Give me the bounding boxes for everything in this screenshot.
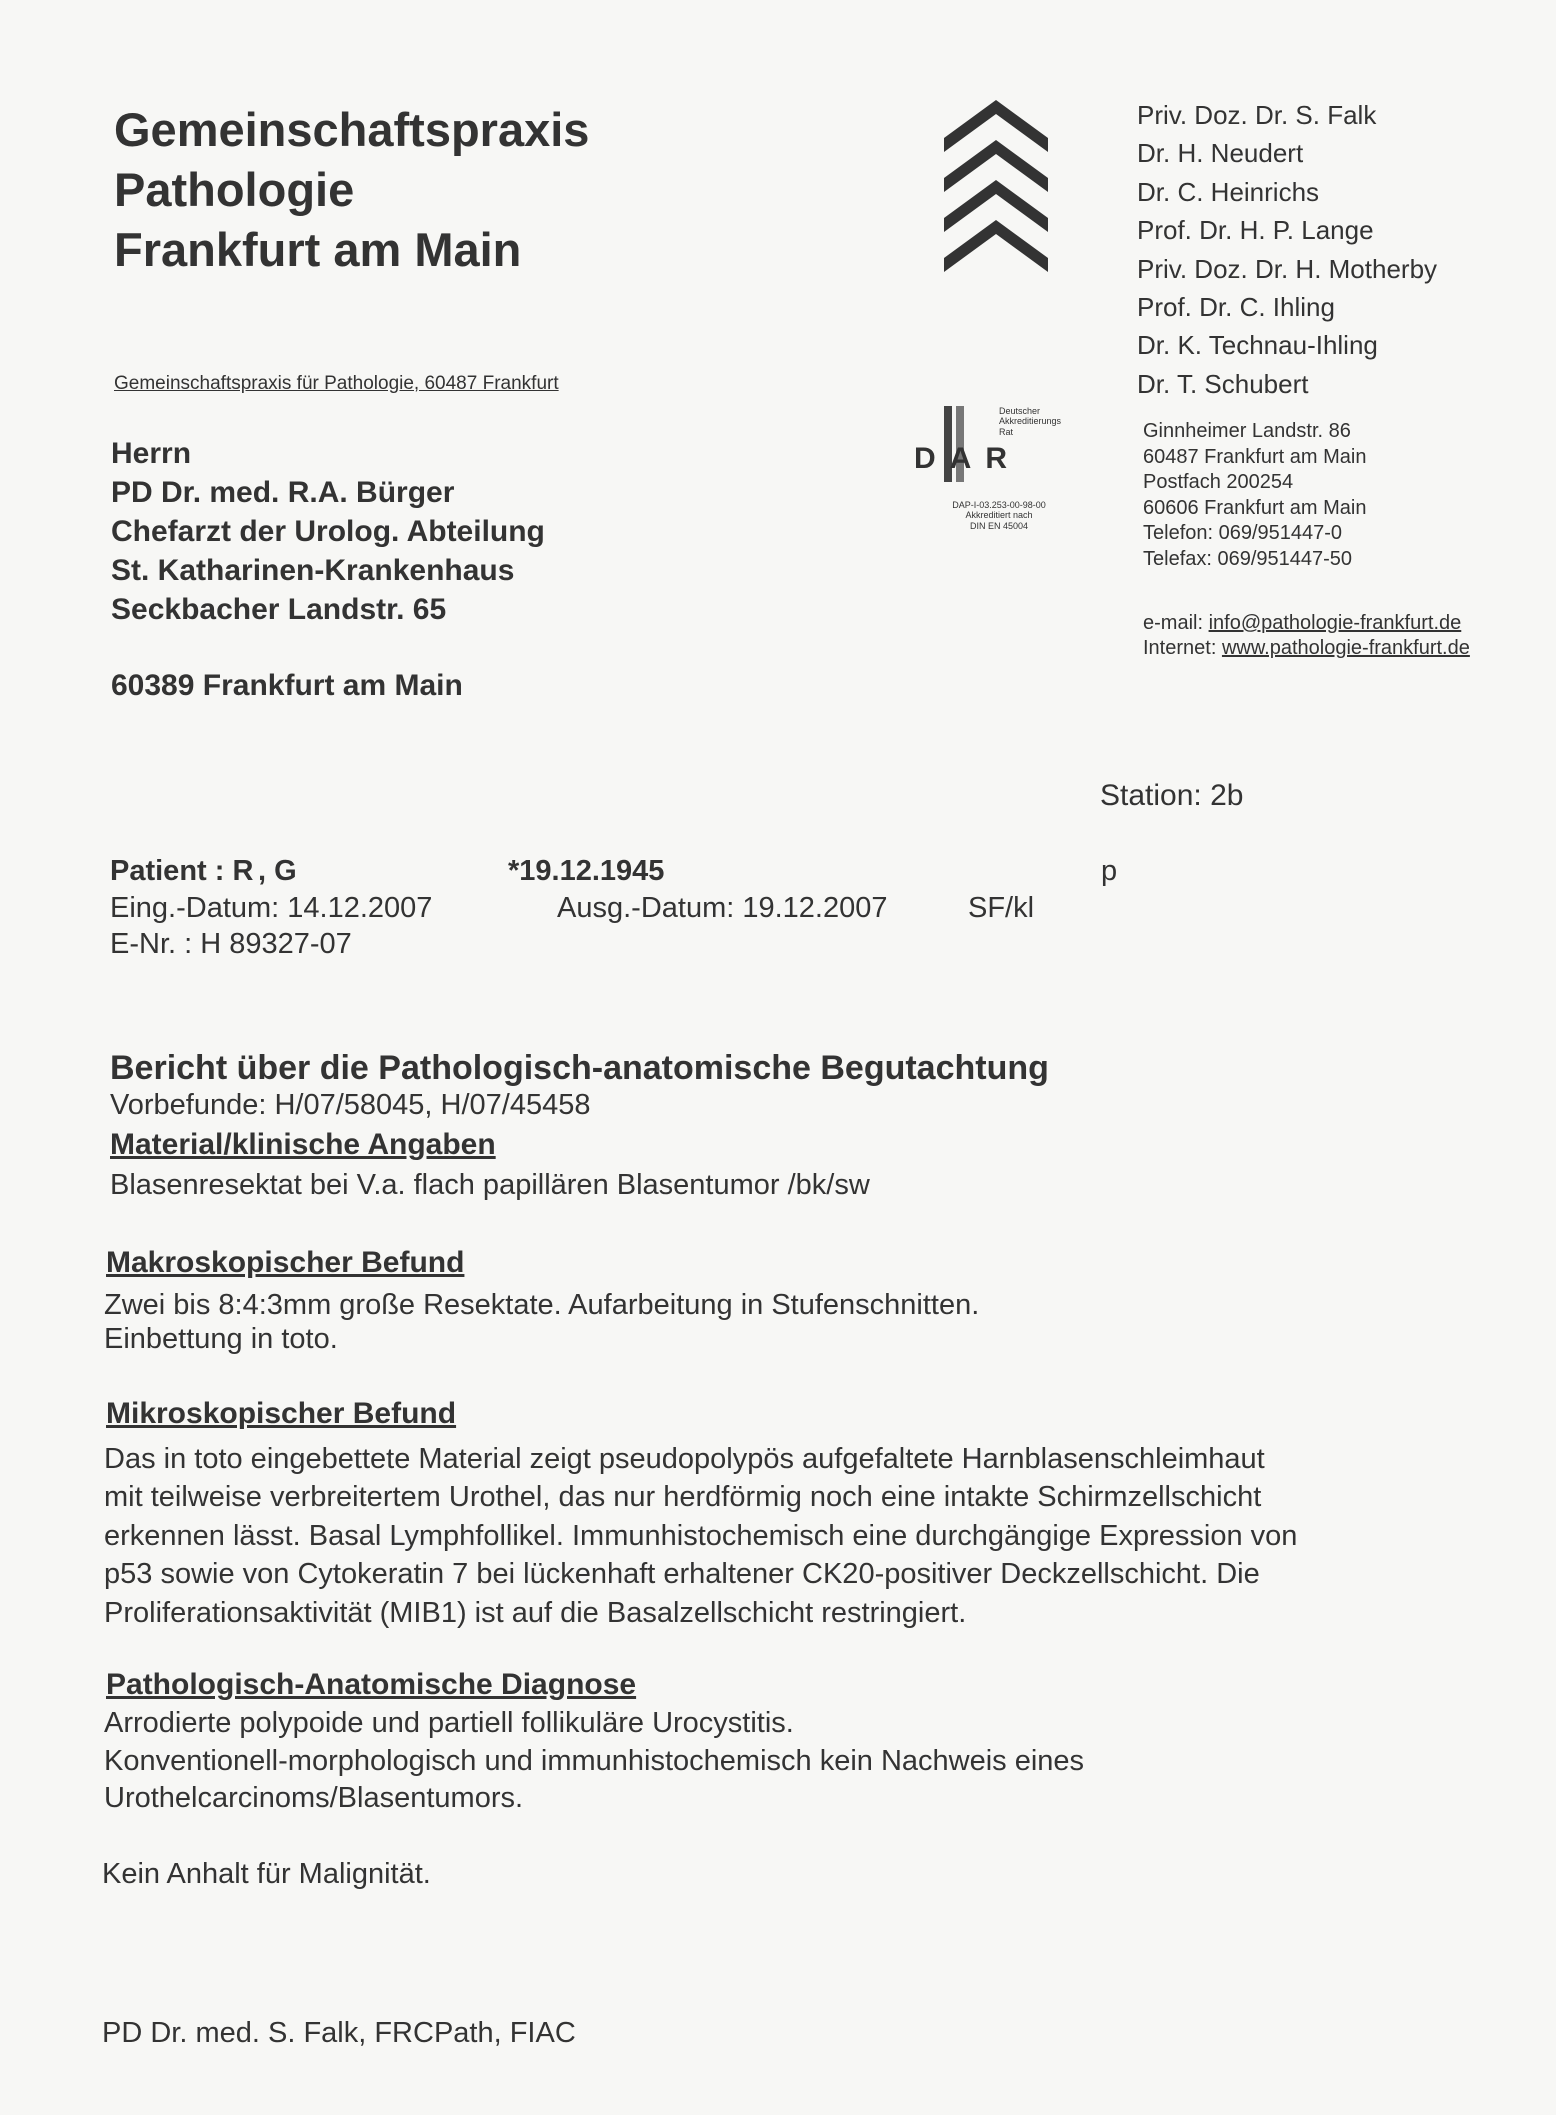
address-line: 60487 Frankfurt am Main xyxy=(1143,445,1367,468)
practice-title-1: Gemeinschaftspraxis xyxy=(114,103,590,156)
section-text-line: Konventionell-morphologisch und immunhistochemisch kein Nachweis eines xyxy=(104,1744,1085,1777)
eing-datum: Eing.-Datum: 14.12.2007 xyxy=(110,892,433,924)
section-text-line: p53 sowie von Cytokeratin 7 bei lückenhaft erhaltener CK20-positiver Deckzellschicht. Die xyxy=(104,1558,1260,1591)
patient-label: Patient : R xyxy=(110,855,254,887)
recipient-line: St. Katharinen-Krankenhaus xyxy=(111,554,515,587)
recipient-line: PD Dr. med. R.A. Bürger xyxy=(111,476,455,509)
section-text-line: Einbettung in toto. xyxy=(104,1323,338,1355)
doctor-name: Dr. T. Schubert xyxy=(1137,368,1309,399)
section-heading: Pathologisch-Anatomische Diagnose xyxy=(106,1668,637,1701)
e-nr: E-Nr. : H 89327-07 xyxy=(110,928,352,960)
address-line: Telefon: 069/951447-0 xyxy=(1143,522,1343,544)
dar-logo-text: DAR xyxy=(914,442,1021,475)
vorbefunde: Vorbefunde: H/07/58045, H/07/45458 xyxy=(110,1089,591,1121)
address-line: Telefax: 069/951447-50 xyxy=(1143,547,1353,570)
section-text-line: Blasenresektat bei V.a. flach papillären Blasentumor /bk/sw xyxy=(110,1169,870,1201)
section-text-line: Zwei bis 8:4:3mm große Resektate. Aufarbeitung in Stufenschnitten. xyxy=(104,1289,980,1321)
address-line: Postfach 200254 xyxy=(1143,471,1294,493)
sign-code: SF/kl xyxy=(968,892,1035,924)
doctor-name: Prof. Dr. C. Ihling xyxy=(1137,292,1335,322)
patient-name: , G xyxy=(258,855,297,887)
dar-code: DAP-I-03.253-00-98-00 Akkreditiert nach DIN EN 45004 xyxy=(952,500,1046,531)
section-text-line: mit teilweise verbreitertem Urothel, das nur herdförmig noch eine intakte Schirmzellschicht xyxy=(104,1481,1262,1514)
signature: PD Dr. med. S. Falk, FRCPath, FIAC xyxy=(102,2017,576,2049)
doctor-name: Priv. Doz. Dr. S. Falk xyxy=(1137,100,1377,130)
address-line: 60606 Frankfurt am Main xyxy=(1143,496,1367,519)
practice-title-3: Frankfurt am Main xyxy=(114,223,522,276)
practice-title-2: Pathologie xyxy=(114,163,355,216)
recipient-line: Seckbacher Landstr. 65 xyxy=(111,593,447,626)
internet-line: Internet: www.pathologie-frankfurt.de xyxy=(1143,637,1470,659)
section-text-line: Das in toto eingebettete Material zeigt pseudopolypös aufgefaltete Harnblasenschleimhaut xyxy=(104,1443,1265,1475)
address-line: Ginnheimer Landstr. 86 xyxy=(1143,420,1351,442)
doctor-name: Dr. C. Heinrichs xyxy=(1137,176,1320,207)
doctor-name: Prof. Dr. H. P. Lange xyxy=(1137,215,1374,246)
email-link[interactable]: info@pathologie-frankfurt.de xyxy=(1208,612,1462,634)
section-heading: Mikroskopischer Befund xyxy=(106,1397,457,1430)
conclusion: Kein Anhalt für Malignität. xyxy=(102,1858,431,1890)
email-line: e-mail: info@pathologie-frankfurt.de xyxy=(1143,612,1462,634)
practice-logo-chevrons-icon xyxy=(944,100,1048,280)
website-link[interactable]: www.pathologie-frankfurt.de xyxy=(1221,637,1470,659)
recipient-line: Chefarzt der Urolog. Abteilung xyxy=(111,515,545,548)
doctor-name: Dr. K. Technau-Ihling xyxy=(1137,330,1378,361)
patient-p: p xyxy=(1101,855,1118,887)
recipient-city: 60389 Frankfurt am Main xyxy=(111,669,463,702)
station: Station: 2b xyxy=(1100,779,1244,812)
section-text-line: erkennen lässt. Basal Lymphfollikel. Immunhistochemisch eine durchgängige Expression von xyxy=(104,1519,1298,1552)
report-title: Bericht über die Pathologisch-anatomische Begutachtung xyxy=(110,1049,1049,1087)
section-text-line: Urothelcarcinoms/Blasentumors. xyxy=(104,1782,524,1814)
section-text-line: Arrodierte polypoide und partiell follikuläre Urocystitis. xyxy=(104,1707,794,1739)
sender-line: Gemeinschaftspraxis für Pathologie, 60487 Frankfurt xyxy=(114,373,559,394)
doctor-name: Priv. Doz. Dr. H. Motherby xyxy=(1137,253,1438,284)
ausg-datum: Ausg.-Datum: 19.12.2007 xyxy=(557,892,888,924)
section-text-line: Proliferationsaktivität (MIB1) ist auf die Basalzellschicht restringiert. xyxy=(104,1596,967,1629)
recipient-line: Herrn xyxy=(111,437,192,470)
section-heading: Material/klinische Angaben xyxy=(110,1128,496,1161)
doctor-name: Dr. H. Neudert xyxy=(1137,138,1304,169)
patient-dob: *19.12.1945 xyxy=(508,855,665,887)
dar-label: Deutscher Akkreditierungs Rat xyxy=(999,406,1062,437)
section-heading: Makroskopischer Befund xyxy=(106,1246,465,1279)
dar-accreditation-logo xyxy=(914,404,1124,554)
